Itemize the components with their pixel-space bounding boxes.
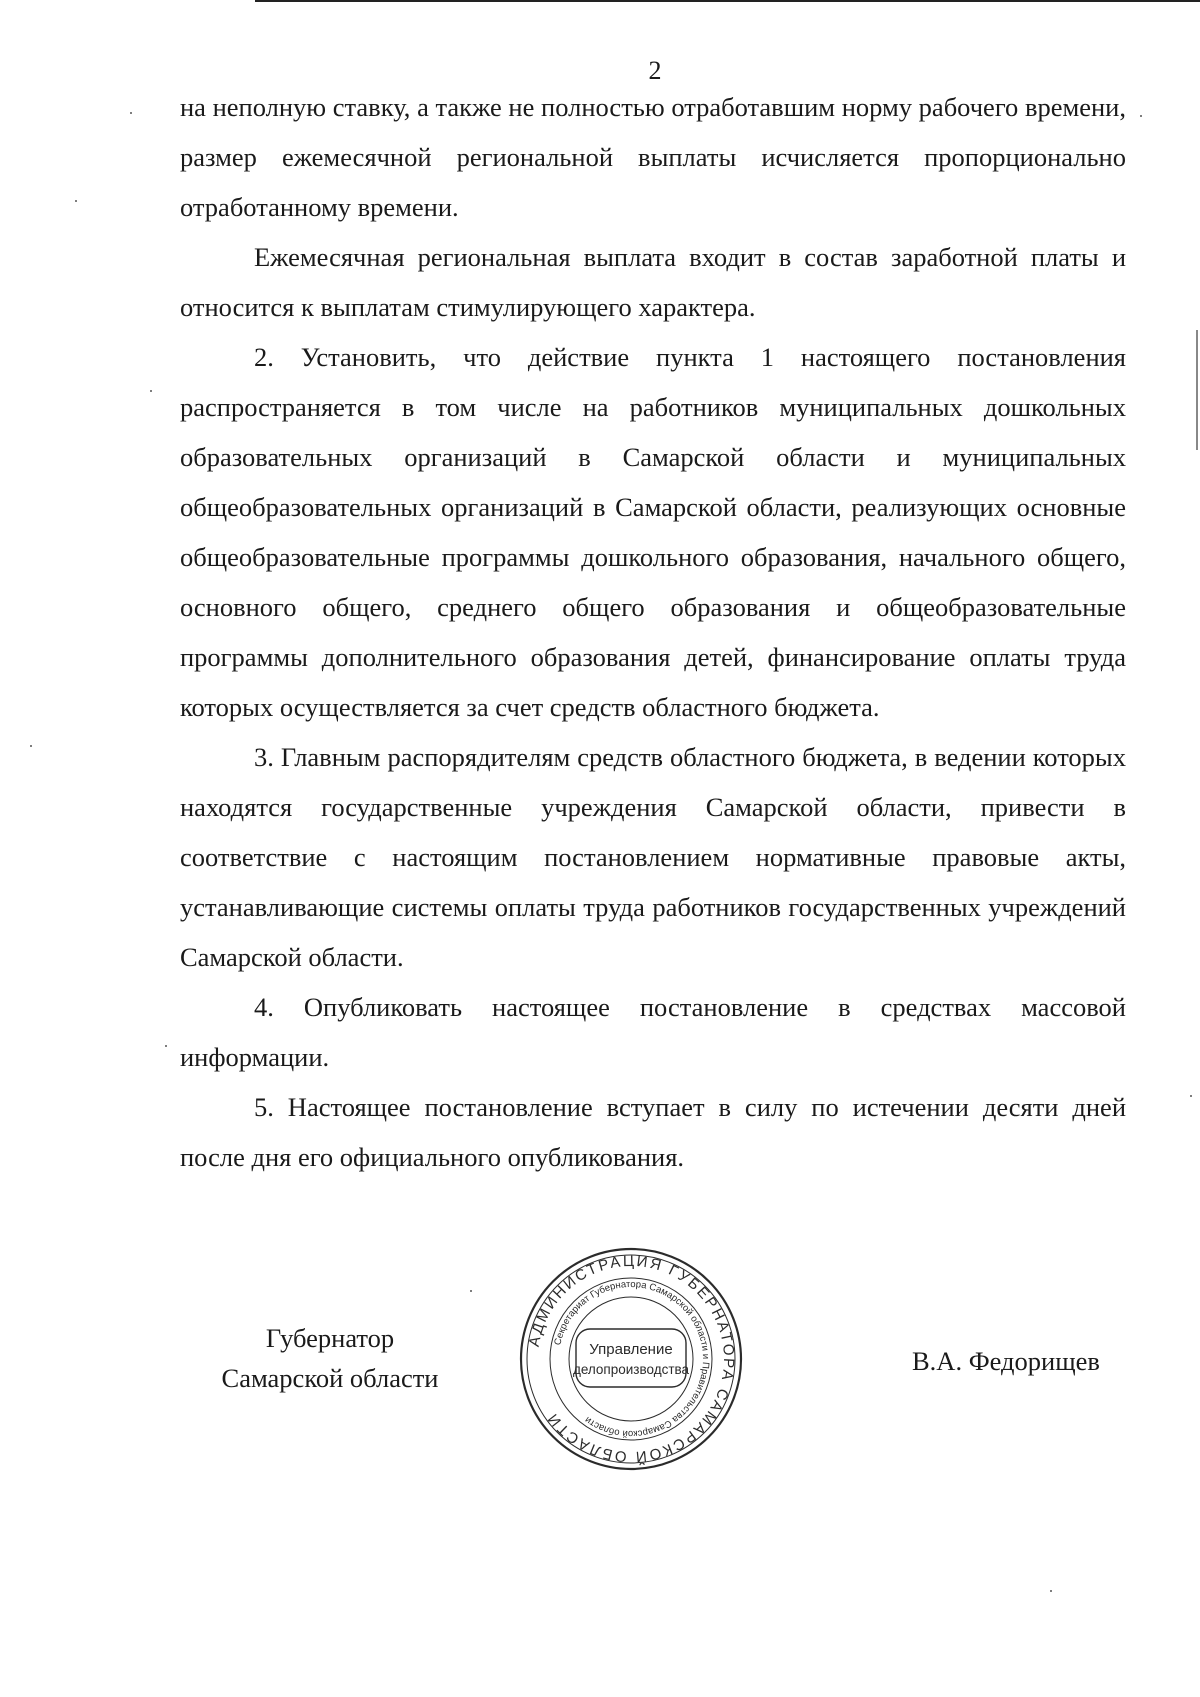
scan-speck	[150, 390, 152, 392]
document-body	[180, 82, 1126, 1182]
signatory-title-line2: Самарской области	[221, 1363, 439, 1393]
signatory-title-line1: Губернатор	[265, 1323, 395, 1353]
scan-edge-mark	[1196, 330, 1198, 450]
scan-speck	[165, 1045, 167, 1047]
scan-speck	[1190, 1095, 1192, 1097]
paragraph-item-2: 2. Установить, что действие пункта 1 настоящего постановления распространяется в том числе на работников муниципальных дошкольных образовательных организаций в Самарской области и муниципальных общеобразовательных организаций в Самарской области, реализующих основные общеобразовательные программы дошкольного образования, начального общего, основного общего, среднего общего образования и общеобразовательные программы дополнительного образования детей, финансирование оплаты труда которых осуществляется за счет средств областного бюджета.	[180, 342, 1126, 722]
stamp-inner-text: Секретариат Губернатора Самарской области и Правительства Самарской области	[552, 1278, 712, 1440]
scan-speck	[30, 745, 32, 747]
official-stamp	[518, 1246, 744, 1472]
page-number: 2	[648, 56, 662, 85]
top-border-line	[255, 0, 1200, 2]
paragraph-item-5: 5. Настоящее постановление вступает в силу по истечении десяти дней после дня его официального опубликования.	[180, 1092, 1126, 1172]
scan-speck	[130, 112, 132, 114]
stamp-center-line1: Управление	[589, 1341, 673, 1358]
scan-speck	[470, 1290, 472, 1292]
scan-speck	[1050, 1590, 1052, 1592]
paragraph-continuation: на неполную ставку, а также не полностью отработавшим норму рабочего времени, размер ежемесячной региональной выплаты исчисляется пропорционально отработанному времени.	[180, 92, 1126, 222]
scan-speck	[1140, 115, 1142, 117]
signatory-name: В.А. Федорищев	[912, 1346, 1100, 1376]
signatory-title	[200, 1318, 460, 1398]
scan-speck	[75, 200, 77, 202]
paragraph-regional-payment: Ежемесячная региональная выплата входит в состав заработной платы и относится к выплатам стимулирующего характера.	[180, 242, 1126, 322]
stamp-center-line2: делопроизводства	[572, 1362, 690, 1377]
paragraph-item-3: 3. Главным распорядителям средств областного бюджета, в ведении которых находятся государственные учреждения Самарской области, привести в соответствие с настоящим постановлением нормативные правовые акты, устанавливающие системы оплаты труда работников государственных учреждений Самарской области.	[180, 742, 1126, 972]
stamp-outer-text: АДМИНИСТРАЦИЯ ГУБЕРНАТОРА САМАРСКОЙ ОБЛАСТИ	[525, 1252, 738, 1466]
paragraph-item-4: 4. Опубликовать настоящее постановление в средствах массовой информации.	[180, 992, 1126, 1072]
